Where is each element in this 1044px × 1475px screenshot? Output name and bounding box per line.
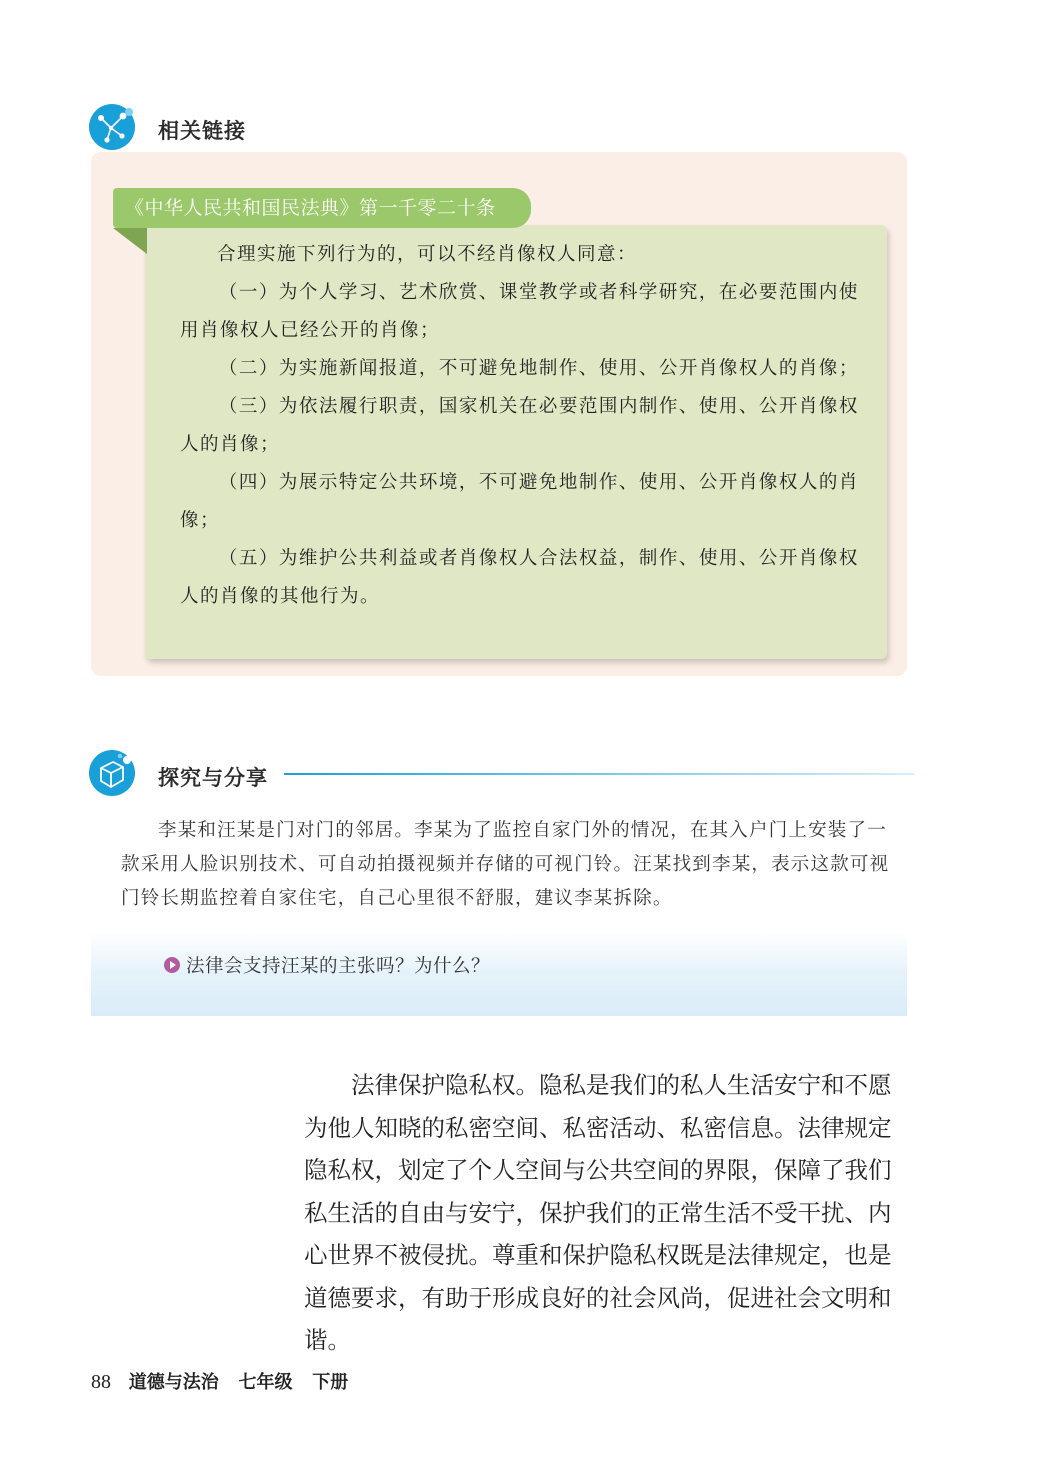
page-number: 88 — [91, 1371, 111, 1393]
explore-heading: 探究与分享 — [158, 766, 268, 790]
main-paragraph — [304, 1064, 912, 1362]
explore-cube-icon — [89, 750, 135, 796]
law-text — [180, 236, 860, 616]
story-text: 李某和汪某是门对门的邻居。李某为了监控自家门外的情况，在其入户门上安装了一款采用人脸识别技术、可自动拍摄视频并存储的可视门铃。汪某找到李某，表示这款可视门铃长期监控着自家住宅，自己心里很不舒服，建议李某拆除。 — [121, 820, 890, 909]
law-item-5: （五）为维护公共利益或者肖像权人合法权益，制作、使用、公开肖像权人的肖像的其他行为。 — [180, 548, 859, 607]
subject-name: 道德与法治 — [128, 1372, 219, 1393]
explore-story — [121, 814, 891, 916]
related-links-heading: 相关链接 — [158, 119, 246, 143]
law-intro: 合理实施下列行为的，可以不经肖像权人同意： — [217, 244, 638, 265]
law-title-tab: 《中华人民共和国民法典》第一千零二十条 — [113, 188, 531, 228]
related-links-icon — [89, 104, 135, 150]
law-item-4: （四）为展示特定公共环境，不可避免地制作、使用、公开肖像权人的肖像； — [180, 472, 859, 531]
heading-divider — [284, 773, 914, 775]
grade-label: 七年级 — [238, 1372, 293, 1393]
law-item-1: （一）为个人学习、艺术欣赏、课堂教学或者科学研究，在必要范围内使用肖像权人已经公开的肖像； — [180, 282, 859, 341]
volume-label: 下册 — [312, 1372, 349, 1393]
law-item-2: （二）为实施新闻报道，不可避免地制作、使用、公开肖像权人的肖像； — [218, 358, 859, 379]
main-text: 法律保护隐私权。隐私是我们的私人生活安宁和不愿为他人知晓的私密空间、私密活动、私密信息。法律规定隐私权，划定了个人空间与公共空间的界限，保障了我们私生活的自由与安宁，保护我们的正常生活不受干扰、内心世界不被侵扰。尊重和保护隐私权既是法律规定，也是道德要求，有助于形成良好的社会风尚，促进社会文明和谐。 — [304, 1071, 892, 1354]
question-row — [164, 952, 490, 978]
tab-fold — [113, 228, 147, 254]
page-footer — [91, 1368, 362, 1394]
play-bullet-icon — [164, 957, 180, 973]
question-text: 法律会支持汪某的主张吗？为什么？ — [186, 956, 491, 977]
law-item-3: （三）为依法履行职责，国家机关在必要范围内制作、使用、公开肖像权人的肖像； — [180, 396, 859, 455]
